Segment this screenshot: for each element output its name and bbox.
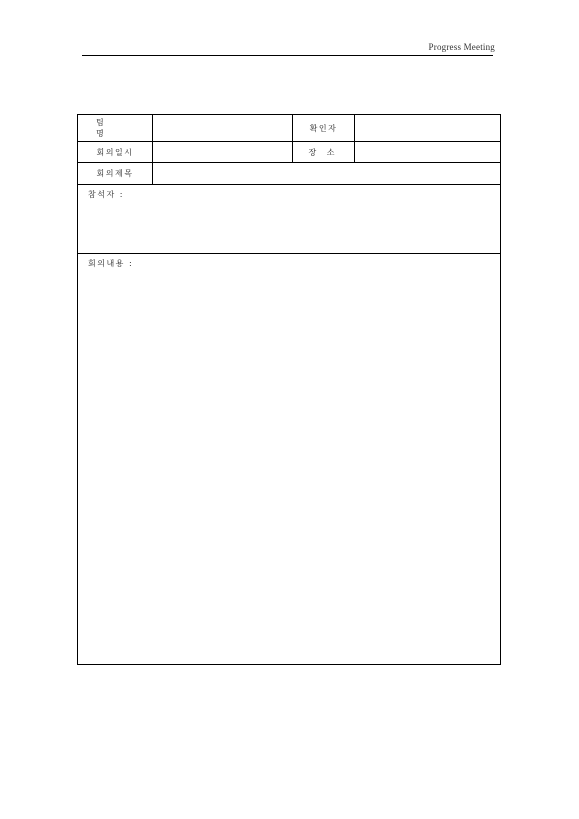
location-field[interactable]	[355, 142, 500, 162]
meeting-content-row[interactable]	[78, 254, 500, 664]
meeting-datetime-label: 회의일시	[78, 142, 153, 162]
meeting-subject-field[interactable]	[153, 163, 500, 184]
attendees-row[interactable]	[78, 185, 500, 254]
confirmer-label: 확인자	[293, 115, 355, 141]
datetime-row	[78, 142, 500, 163]
attendees-label: 참석자 :	[88, 190, 124, 199]
subject-row	[78, 163, 500, 185]
meeting-form	[77, 114, 501, 665]
confirmer-value-field[interactable]	[355, 115, 500, 141]
team-label: 팀 명	[78, 115, 153, 141]
location-label: 장 소	[293, 142, 355, 162]
meeting-datetime-field[interactable]	[153, 142, 293, 162]
meeting-subject-label: 회의제목	[78, 163, 153, 184]
team-value-field[interactable]	[153, 115, 293, 141]
header-divider	[82, 55, 493, 56]
team-row	[78, 115, 500, 142]
document-title: Progress Meeting	[428, 42, 495, 52]
meeting-content-label: 회의내용 :	[88, 259, 134, 268]
